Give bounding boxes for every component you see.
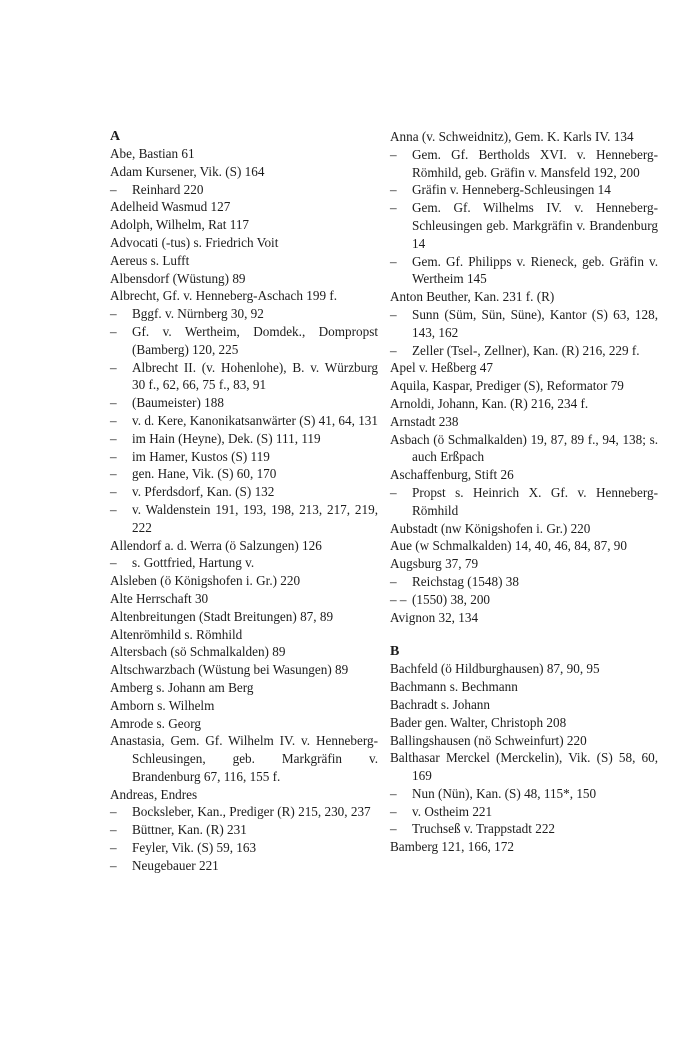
entry-text: Propst s. Heinrich X. Gf. v. Henneberg-Römhild bbox=[412, 484, 658, 518]
entry-text: Altersbach (sö Schmalkalden) 89 bbox=[110, 644, 286, 660]
entry-text: Aschaffenburg, Stift 26 bbox=[390, 467, 514, 483]
index-entry bbox=[110, 679, 378, 697]
subentry-dash: – bbox=[110, 804, 117, 820]
index-entry bbox=[110, 590, 378, 608]
entry-text: Anna (v. Schweidnitz), Gem. K. Karls IV. 134 bbox=[390, 129, 634, 144]
index-entry bbox=[390, 520, 658, 538]
subentry-dash: – bbox=[110, 857, 117, 873]
index-subentry bbox=[110, 839, 378, 857]
index-column-left bbox=[110, 128, 378, 875]
index-entry bbox=[390, 466, 658, 484]
index-entry bbox=[390, 395, 658, 413]
entry-text: Aquila, Kaspar, Prediger (S), Reformator 79 bbox=[390, 378, 624, 394]
subentry-dash: – bbox=[390, 200, 397, 216]
index-subentry bbox=[110, 359, 378, 395]
entry-text: Adam Kursener, Vik. (S) 164 bbox=[110, 163, 265, 179]
entry-text: Arnoldi, Johann, Kan. (R) 216, 234 f. bbox=[390, 395, 589, 411]
entry-text: Apel v. Heßberg 47 bbox=[390, 360, 493, 376]
entry-text: Bggf. v. Nürnberg 30, 92 bbox=[132, 306, 264, 322]
index-subentry bbox=[110, 181, 378, 199]
index-subentry bbox=[110, 305, 378, 323]
entry-text: Alte Herrschaft 30 bbox=[110, 590, 209, 606]
index-entry bbox=[390, 288, 658, 306]
subentry-dash: – bbox=[110, 822, 117, 838]
entry-text: Altenrömhild s. Römhild bbox=[110, 626, 243, 642]
entry-text: Zeller (Tsel-, Zellner), Kan. (R) 216, 229 f. bbox=[412, 342, 640, 358]
index-entry bbox=[390, 537, 658, 555]
subentry-dash: – bbox=[390, 803, 397, 819]
index-entry bbox=[390, 413, 658, 431]
subentry-dash: – bbox=[390, 821, 397, 837]
entry-text: Neugebauer 221 bbox=[132, 857, 219, 873]
index-subentry bbox=[390, 253, 658, 289]
index-subentry bbox=[110, 323, 378, 359]
subentry-dash: – bbox=[390, 484, 397, 500]
entry-text: Albrecht, Gf. v. Henneberg-Aschach 199 f. bbox=[110, 288, 338, 304]
subentry-dash: – bbox=[110, 466, 117, 482]
entry-text: Truchseß v. Trappstadt 222 bbox=[412, 821, 556, 837]
entry-text: Advocati (-tus) s. Friedrich Voit bbox=[110, 234, 279, 250]
entry-text: Bachfeld (ö Hildburghausen) 87, 90, 95 bbox=[390, 661, 600, 677]
index-entry bbox=[110, 661, 378, 679]
entry-text: im Hain (Heyne), Dek. (S) 111, 119 bbox=[132, 430, 321, 446]
entry-text: Anastasia, Gem. Gf. Wilhelm IV. v. Henneberg-Schleusingen, geb. Markgräfin v. Brandenburg 67, 116, 155 f. bbox=[110, 733, 378, 784]
entry-text: Reinhard 220 bbox=[132, 181, 204, 197]
index-entry bbox=[110, 252, 378, 270]
entry-text: Bader gen. Walter, Christoph 208 bbox=[390, 714, 567, 730]
entry-text: Aue (w Schmalkalden) 14, 40, 46, 84, 87, 90 bbox=[390, 538, 627, 554]
index-entry bbox=[110, 145, 378, 163]
index-subentry bbox=[390, 484, 658, 520]
index-entry bbox=[110, 537, 378, 555]
index-subentry bbox=[110, 448, 378, 466]
section-gap bbox=[390, 626, 658, 643]
index-entry bbox=[390, 838, 658, 856]
entry-text: Altenbreitungen (Stadt Breitungen) 87, 89 bbox=[110, 608, 334, 624]
index-entry bbox=[390, 377, 658, 395]
subentry-dash: – bbox=[110, 840, 117, 856]
entry-text: Adelheid Wasmud 127 bbox=[110, 199, 231, 215]
entry-text: s. Gottfried, Hartung v. bbox=[132, 555, 255, 571]
entry-text: Bocksleber, Kan., Prediger (R) 215, 230, 237 bbox=[132, 804, 371, 820]
entry-text: Allendorf a. d. Werra (ö Salzungen) 126 bbox=[110, 537, 322, 553]
subentry-dash: – bbox=[390, 785, 397, 801]
index-entry bbox=[110, 572, 378, 590]
index-entry bbox=[110, 786, 378, 804]
index-subentry bbox=[110, 394, 378, 412]
index-subentry bbox=[390, 342, 658, 360]
entry-text: Asbach (ö Schmalkalden) 19, 87, 89 f., 94, 138; s. auch Erßpach bbox=[390, 431, 658, 465]
index-entry bbox=[110, 697, 378, 715]
entry-text: Gem. Gf. Philipps v. Rieneck, geb. Gräfin v. Wertheim 145 bbox=[412, 253, 658, 287]
index-entry bbox=[110, 626, 378, 644]
index-entry bbox=[390, 749, 658, 785]
index-subentry bbox=[390, 573, 658, 591]
entry-text: Anton Beuther, Kan. 231 f. (R) bbox=[390, 289, 555, 305]
index-subentry bbox=[110, 857, 378, 875]
index-entry bbox=[390, 431, 658, 467]
index-subentry bbox=[110, 554, 378, 572]
entry-text: Nun (Nün), Kan. (S) 48, 115*, 150 bbox=[412, 785, 597, 801]
entry-text: Reichstag (1548) 38 bbox=[412, 573, 519, 589]
subentry-dash: – bbox=[390, 253, 397, 269]
subentry-dash: – bbox=[390, 573, 397, 589]
index-subentry bbox=[110, 465, 378, 483]
entry-text: Andreas, Endres bbox=[110, 786, 198, 802]
index-entry bbox=[110, 287, 378, 305]
entry-text: Feyler, Vik. (S) 59, 163 bbox=[132, 840, 257, 856]
entry-text: Bamberg 121, 166, 172 bbox=[390, 839, 514, 855]
index-subentry bbox=[390, 199, 658, 252]
index-entry bbox=[390, 696, 658, 714]
entry-text: Alsleben (ö Königshofen i. Gr.) 220 bbox=[110, 573, 301, 589]
entry-text: Sunn (Süm, Sün, Süne), Kantor (S) 63, 128, 143, 162 bbox=[412, 306, 658, 340]
subentry-dash: – bbox=[110, 484, 117, 500]
subentry-dash: – bbox=[110, 501, 117, 517]
index-subentry bbox=[390, 820, 658, 838]
index-entry bbox=[110, 643, 378, 661]
entry-text: Bachradt s. Johann bbox=[390, 696, 490, 712]
index-subentry bbox=[390, 591, 658, 609]
entry-text: v. Ostheim 221 bbox=[412, 803, 493, 819]
entry-text: Aubstadt (nw Königshofen i. Gr.) 220 bbox=[390, 520, 591, 536]
index-entry bbox=[390, 609, 658, 627]
subentry-dash: – bbox=[110, 323, 117, 339]
index-subentry bbox=[110, 821, 378, 839]
subentry-dash: – bbox=[110, 395, 117, 411]
index-column-right bbox=[390, 128, 658, 856]
entry-text: Amborn s. Wilhelm bbox=[110, 697, 215, 713]
index-subentry bbox=[390, 803, 658, 821]
index-subentry bbox=[110, 483, 378, 501]
entry-text: Amrode s. Georg bbox=[110, 715, 201, 731]
index-entry bbox=[390, 678, 658, 696]
section-letter-heading: B bbox=[390, 644, 400, 660]
index-entry bbox=[110, 198, 378, 216]
index-subentry bbox=[390, 181, 658, 199]
entry-text: Ballingshausen (nö Schweinfurt) 220 bbox=[390, 732, 587, 748]
section-letter-heading: A bbox=[110, 129, 121, 144]
entry-text: Abe, Bastian 61 bbox=[110, 146, 195, 161]
index-subentry bbox=[110, 430, 378, 448]
subentry-dash: – bbox=[110, 306, 117, 322]
subentry-dash: – bbox=[390, 342, 397, 358]
entry-text: Gem. Gf. Wilhelms IV. v. Henneberg-Schleusingen geb. Markgräfin v. Brandenburg 14 bbox=[412, 200, 658, 251]
index-entry bbox=[390, 555, 658, 573]
subentry-dash: – bbox=[110, 412, 117, 428]
entry-text: Albrecht II. (v. Hohenlohe), B. v. Würzburg 30 f., 62, 66, 75 f., 83, 91 bbox=[132, 359, 378, 393]
entry-text: Bachmann s. Bechmann bbox=[390, 679, 518, 695]
subentry-dash: – bbox=[390, 182, 397, 198]
entry-text: Amberg s. Johann am Berg bbox=[110, 679, 254, 695]
entry-text: (1550) 38, 200 bbox=[412, 591, 491, 607]
index-subentry bbox=[390, 306, 658, 342]
subentry-dash: – bbox=[390, 306, 397, 322]
subentry-dash: – bbox=[390, 146, 397, 162]
index-entry bbox=[110, 732, 378, 785]
entry-text: im Hamer, Kustos (S) 119 bbox=[132, 448, 270, 464]
subentry-dash: – bbox=[110, 430, 117, 446]
index-entry bbox=[390, 714, 658, 732]
entry-text: Gem. Gf. Bertholds XVI. v. Henneberg-Römhild, geb. Gräfin v. Mansfeld 192, 200 bbox=[412, 146, 658, 180]
entry-text: Albensdorf (Wüstung) 89 bbox=[110, 270, 246, 286]
entry-text: v. Pferdsdorf, Kan. (S) 132 bbox=[132, 484, 275, 500]
entry-text: gen. Hane, Vik. (S) 60, 170 bbox=[132, 466, 277, 482]
index-subentry bbox=[390, 146, 658, 182]
entry-text: Aereus s. Lufft bbox=[110, 252, 190, 268]
index-entry bbox=[110, 608, 378, 626]
subentry-dash: – bbox=[110, 359, 117, 375]
index-entry bbox=[390, 732, 658, 750]
subentry-dash: – bbox=[110, 181, 117, 197]
entry-text: Augsburg 37, 79 bbox=[390, 556, 479, 572]
entry-text: (Baumeister) 188 bbox=[132, 395, 224, 411]
index-subentry bbox=[390, 785, 658, 803]
index-entry bbox=[110, 163, 378, 181]
entry-text: Balthasar Merckel (Merckelin), Vik. (S) 58, 60, 169 bbox=[390, 750, 658, 784]
subentry-dash: – bbox=[110, 555, 117, 571]
entry-text: Avignon 32, 134 bbox=[390, 609, 479, 625]
index-subentry bbox=[110, 803, 378, 821]
entry-text: Arnstadt 238 bbox=[390, 413, 459, 429]
entry-text: Gf. v. Wertheim, Domdek., Dompropst (Bamberg) 120, 225 bbox=[132, 323, 378, 357]
index-subentry bbox=[110, 412, 378, 430]
entry-text: Gräfin v. Henneberg-Schleusingen 14 bbox=[412, 182, 611, 198]
index-entry bbox=[110, 216, 378, 234]
entry-text: v. Waldenstein 191, 193, 198, 213, 217, 219, 222 bbox=[132, 501, 378, 535]
entry-text: v. d. Kere, Kanonikatsanwärter (S) 41, 64, 131 bbox=[132, 412, 378, 428]
index-entry bbox=[110, 715, 378, 733]
index-entry bbox=[110, 270, 378, 288]
index-entry bbox=[390, 128, 658, 146]
index-entry bbox=[390, 660, 658, 678]
entry-text: Altschwarzbach (Wüstung bei Wasungen) 89 bbox=[110, 662, 349, 678]
subentry-dash: – – bbox=[390, 591, 407, 607]
index-entry bbox=[390, 359, 658, 377]
entry-text: Adolph, Wilhelm, Rat 117 bbox=[110, 217, 250, 233]
subentry-dash: – bbox=[110, 448, 117, 464]
entry-text: Büttner, Kan. (R) 231 bbox=[132, 822, 247, 838]
index-subentry bbox=[110, 501, 378, 537]
index-entry bbox=[110, 234, 378, 252]
